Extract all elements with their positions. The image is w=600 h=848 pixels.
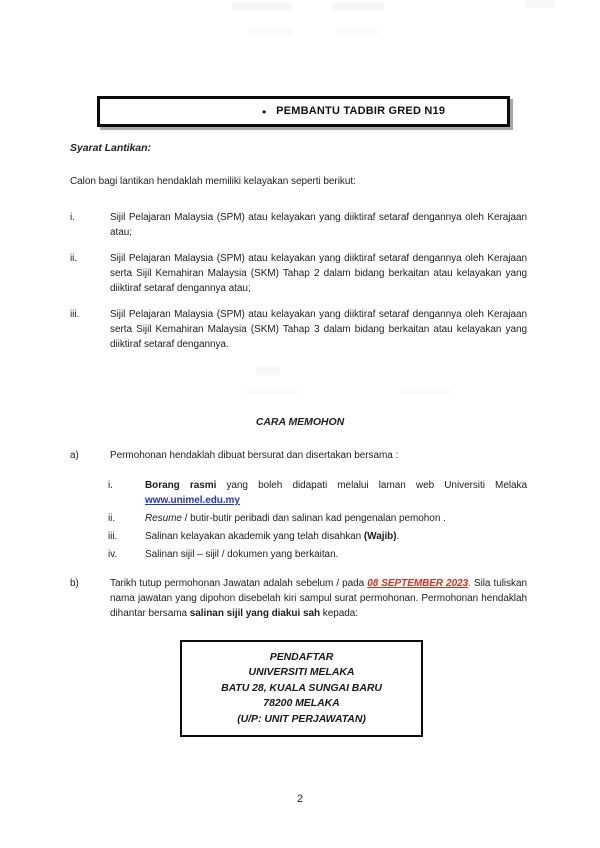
- bold-text: Borang rasmi: [145, 480, 217, 491]
- plain-text: Sila tuliskan nama jawatan yang dipohon disebelah kiri sampul surat permohonan. Permohonan hendaklah dihantar bersama: [110, 578, 527, 619]
- section-heading-syarat-lantikan: Syarat Lantikan:: [70, 142, 151, 154]
- list-item-a: [70, 448, 527, 463]
- italic-text: Resume: [145, 513, 182, 524]
- list-item-text: Sijil Pelajaran Malaysia (SPM) atau kelayakan yang diiktiraf setaraf dengannya oleh Kerajaan serta Sijil Kemahiran Malaysia (SKM) Tahap 3 dalam bidang berkaitan atau kelayakan yang diiktiraf setaraf dengannya.: [110, 309, 527, 350]
- list-item: [108, 511, 527, 526]
- address-line: PENDAFTAR: [269, 650, 334, 663]
- list-item-number: i.: [108, 480, 113, 491]
- job-title-box: [97, 96, 510, 127]
- scan-artifact: [338, 28, 378, 35]
- plain-text: Tarikh tutup permohonan Jawatan adalah sebelum / pada: [110, 578, 368, 589]
- list-item-text: [145, 529, 527, 544]
- job-title-line: [100, 104, 445, 119]
- closing-date: 08 SEPTEMBER 2023: [367, 578, 469, 589]
- job-title: PEMBANTU TADBIR GRED N19: [276, 105, 446, 117]
- address-line: 78200 MELAKA: [263, 697, 340, 710]
- address-line: UNIVERSITI MELAKA: [248, 666, 355, 679]
- scan-artifact: [256, 367, 280, 375]
- list-item-number: b): [70, 578, 79, 589]
- unimel-website-link[interactable]: www.unimel.edu.my: [145, 495, 240, 506]
- attachment-line: [145, 478, 527, 493]
- mailing-address-box: [180, 640, 423, 737]
- plain-text: .: [468, 578, 471, 589]
- list-item-number: iii.: [70, 309, 80, 320]
- qualification-list: [70, 210, 527, 363]
- list-item: [70, 251, 527, 296]
- plain-text: .: [396, 531, 400, 542]
- list-item: [70, 210, 527, 240]
- list-item-text: Sijil Pelajaran Malaysia (SPM) atau kelayakan yang diiktiraf setaraf dengannya oleh Kerajaan serta Sijil Kemahiran Malaysia (SKM) Tahap 2 dalam bidang berkaitan atau kelayakan yang diiktiraf setaraf dengannya atau;: [110, 253, 527, 294]
- syarat-intro-text: Calon bagi lantikan hendaklah memiliki kelayakan seperti berikut:: [70, 176, 356, 187]
- address-line: BATU 28, KUALA SUNGAI BARU: [221, 681, 382, 694]
- list-item-text: Permohonan hendaklah dibuat bersurat dan disertakan bersama :: [110, 450, 399, 461]
- list-item-number: ii.: [108, 513, 116, 524]
- scan-artifact: [525, 0, 555, 8]
- list-item-number: a): [70, 450, 79, 461]
- page-number: 2: [296, 793, 304, 805]
- scan-artifact: [250, 28, 292, 35]
- list-item: [108, 547, 527, 562]
- bold-text: salinan sijil yang diakui sah: [189, 608, 321, 619]
- address-line: (U/P: UNIT PERJAWATAN): [237, 712, 366, 725]
- plain-text: / butir-butir peribadi dan salinan kad pengenalan pemohon .: [181, 513, 446, 524]
- scan-artifact: [400, 389, 450, 394]
- section-heading-cara-memohon: CARA MEMOHON: [255, 416, 345, 428]
- plain-text: yang boleh didapati melalui laman web Universiti Melaka: [216, 480, 527, 491]
- list-item-number: iv.: [108, 549, 118, 560]
- plain-text: kepada:: [320, 608, 358, 619]
- list-item-text: [110, 576, 527, 621]
- list-item: [70, 307, 527, 352]
- list-item-text: [145, 511, 527, 526]
- list-item-text: Salinan sijil – sijil / dokumen yang berkaitan.: [145, 549, 339, 560]
- list-item-number: iii.: [108, 531, 118, 542]
- attachment-list: [108, 478, 527, 565]
- list-item: [108, 529, 527, 544]
- scan-artifact: [232, 2, 292, 11]
- list-item-b: [70, 576, 527, 621]
- plain-text: Salinan kelayakan akademik yang telah disahkan: [145, 531, 364, 542]
- list-item: [108, 478, 527, 508]
- list-item-text: Sijil Pelajaran Malaysia (SPM) atau kelayakan yang diiktiraf setaraf dengannya oleh Kerajaan atau;: [110, 212, 527, 238]
- list-item-number: ii.: [70, 253, 78, 264]
- scan-artifact: [247, 389, 297, 394]
- list-item-number: i.: [70, 212, 75, 223]
- bullet-icon: •: [262, 104, 267, 119]
- scan-artifact: [332, 2, 384, 11]
- list-item-text: [145, 478, 527, 508]
- bold-text: (Wajib): [363, 531, 397, 542]
